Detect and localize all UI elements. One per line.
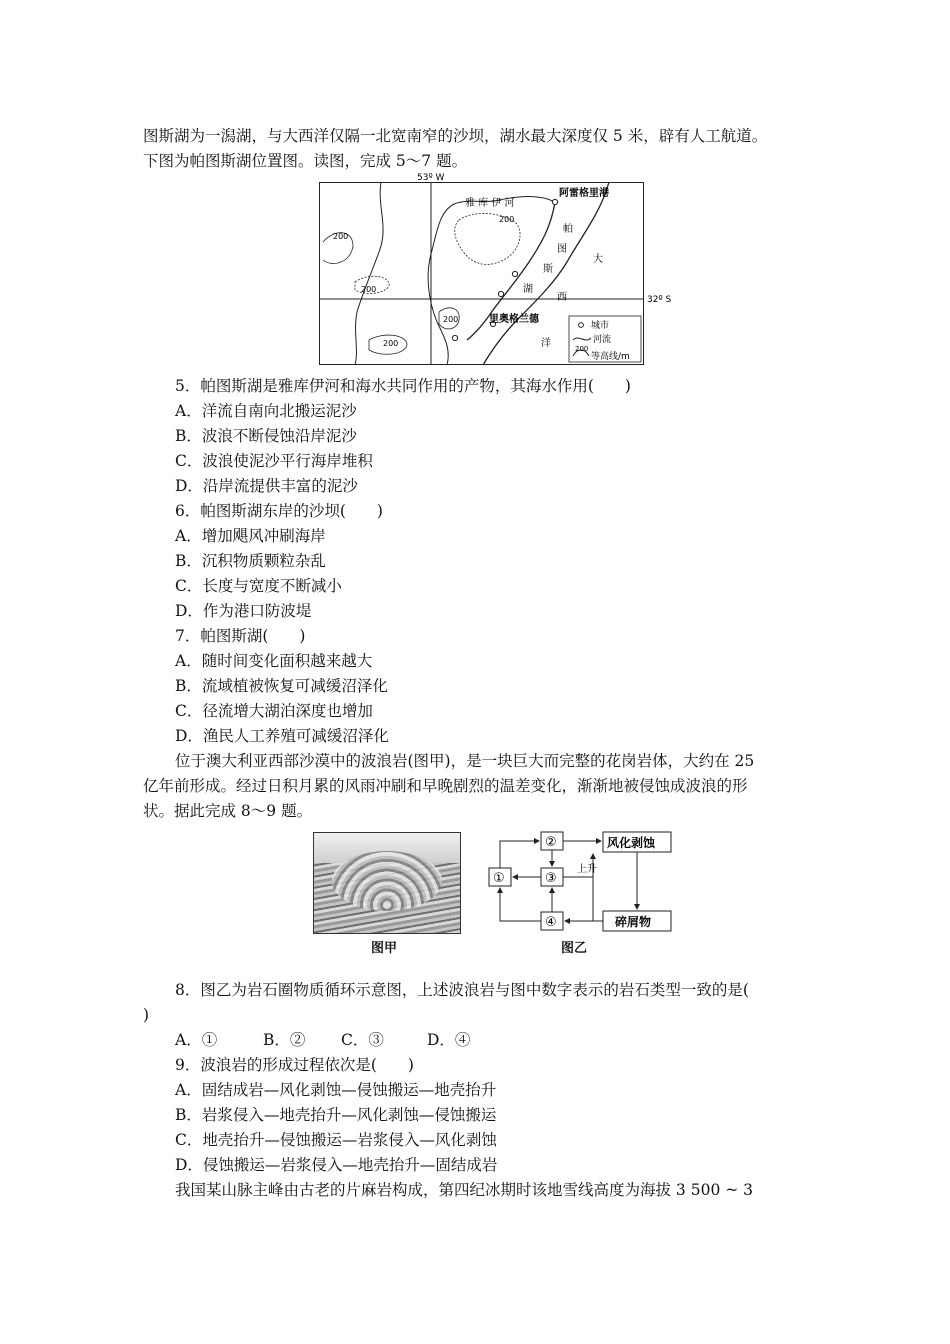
q8-options xyxy=(143,1028,815,1053)
q9-option-c: C．地壳抬升—侵蚀搬运—岩浆侵入—风化剥蚀 xyxy=(175,1131,497,1149)
node-4: ④ xyxy=(545,915,557,930)
document-page xyxy=(143,124,815,1203)
q5-stem: 5．帕图斯湖是雅库伊河和海水共同作用的产物，其海水作用( ) xyxy=(175,377,631,395)
q7-option-c: C．径流增大湖泊深度也增加 xyxy=(175,702,373,720)
q5-option-c: C．波浪使泥沙平行海岸堆积 xyxy=(175,452,373,470)
intro2-line-2: 亿年前形成。经过日积月累的风雨冲刷和早晚剧烈的温差变化，渐渐地被侵蚀成波浪的形 xyxy=(143,777,748,795)
q6-stem: 6．帕图斯湖东岸的沙坝( ) xyxy=(175,502,383,520)
port-label: 阿雷格里港 xyxy=(559,188,609,199)
q8-stem-line-1: 8．图乙为岩石圈物质循环示意图，上述波浪岩与图中数字表示的岩石类型一致的是( xyxy=(175,981,749,999)
q5-option-a: A．洋流自南向北搬运泥沙 xyxy=(175,402,357,420)
contour-label-3: 200 xyxy=(361,285,377,294)
river-label: 雅 库 伊 河 xyxy=(465,198,515,209)
lake-label-3: 斯 xyxy=(543,264,553,275)
q5-option-d: D．沿岸流提供丰富的泥沙 xyxy=(175,477,358,495)
legend-contour: 等高线/m xyxy=(591,352,630,362)
ocean-label-1: 大 xyxy=(593,254,603,265)
q8-option-a: A．① xyxy=(175,1031,218,1049)
q7-stem: 7．帕图斯湖( ) xyxy=(175,627,306,645)
fig-b-caption: 图乙 xyxy=(561,941,588,956)
q6-option-d: D．作为港口防波堤 xyxy=(175,602,312,620)
intro-line-2: 下图为帕图斯湖位置图。读图，完成 5～7 题。 xyxy=(143,152,468,170)
intro2-line-1: 位于澳大利亚西部沙漠中的波浪岩(图甲)，是一块巨大而完整的花岗岩体，大约在 25 xyxy=(175,752,755,770)
q6-option-b: B．沉积物质颗粒杂乱 xyxy=(175,552,326,570)
city-marker xyxy=(498,291,503,296)
figure-row xyxy=(143,832,815,958)
lake-label-1: 帕 xyxy=(563,224,573,235)
q8-stem-line-2: ) xyxy=(143,1006,150,1024)
q6-option-a: A．增加飓风冲刷海岸 xyxy=(175,527,326,545)
intro-line-1: 图斯湖为一潟湖，与大西洋仅隔一北宽南窄的沙坝，湖水最大深度仅 5 米，辟有人工航道。 xyxy=(143,127,768,145)
q8-option-c: C．③ xyxy=(341,1031,384,1049)
map-legend xyxy=(569,316,641,362)
ocean-label-3: 洋 xyxy=(541,338,551,349)
legend-river: 河流 xyxy=(593,335,612,345)
city-marker-3 xyxy=(512,271,517,276)
debris-label: 碎屑物 xyxy=(615,915,652,929)
tail-line: 我国某山脉主峰由古老的片麻岩构成，第四纪冰期时该地雪线高度为海拔 3 500 ~ 3 xyxy=(175,1181,754,1199)
q7-option-b: B．流域植被恢复可减缓沼泽化 xyxy=(175,677,388,695)
lon-label: 53º W xyxy=(417,173,445,183)
uplift-label: 上升 xyxy=(577,864,597,875)
legend-contour-value: 200 xyxy=(575,345,589,353)
rock-cycle-diagram xyxy=(485,832,675,936)
node-2: ② xyxy=(545,835,557,850)
fig-a-caption: 图甲 xyxy=(371,941,398,956)
city-label: 里奥格兰德 xyxy=(489,314,539,325)
legend-city: 城市 xyxy=(591,321,610,331)
ocean-label-2: 西 xyxy=(557,292,567,303)
contour-label-4: 200 xyxy=(443,315,459,324)
q8-option-b: B．② xyxy=(263,1031,306,1049)
contour-label-1: 200 xyxy=(499,215,515,224)
q6-option-c: C．长度与宽度不断减小 xyxy=(175,577,342,595)
lake-label-2: 图 xyxy=(557,244,567,255)
contour-label-2: 200 xyxy=(333,232,349,241)
node-1: ① xyxy=(493,871,505,886)
q9-option-a: A．固结成岩—风化剥蚀—侵蚀搬运—地壳抬升 xyxy=(175,1081,497,1099)
q7-option-a: A．随时间变化面积越来越大 xyxy=(175,652,373,670)
wave-rock-photo xyxy=(313,832,461,934)
map-figure xyxy=(319,173,672,366)
q8-option-d: D．④ xyxy=(427,1031,471,1049)
node-3: ③ xyxy=(545,871,557,886)
city-marker-2 xyxy=(452,335,457,340)
weathering-label: 风化剥蚀 xyxy=(607,836,656,850)
patos-lake-map xyxy=(143,174,815,374)
lake-label-4: 湖 xyxy=(523,284,533,295)
q7-option-d: D．渔民人工养殖可减缓沼泽化 xyxy=(175,727,389,745)
arrow-1-to-2 xyxy=(500,841,539,868)
lat-label: 32º S xyxy=(647,295,672,305)
arrow-4-to-1 xyxy=(500,888,541,921)
city-porto-alegre xyxy=(552,199,557,204)
legend-city-icon xyxy=(579,323,584,328)
q9-stem: 9．波浪岩的形成过程依次是( ) xyxy=(175,1056,414,1074)
q9-option-d: D．侵蚀搬运—岩浆侵入—地壳抬升—固结成岩 xyxy=(175,1156,498,1174)
q9-option-b: B．岩浆侵入—地壳抬升—风化剥蚀—侵蚀搬运 xyxy=(175,1106,497,1124)
intro2-line-3: 状。据此完成 8～9 题。 xyxy=(143,802,313,820)
contour-label-5: 200 xyxy=(383,339,399,348)
q5-option-b: B．波浪不断侵蚀沿岸泥沙 xyxy=(175,427,357,445)
